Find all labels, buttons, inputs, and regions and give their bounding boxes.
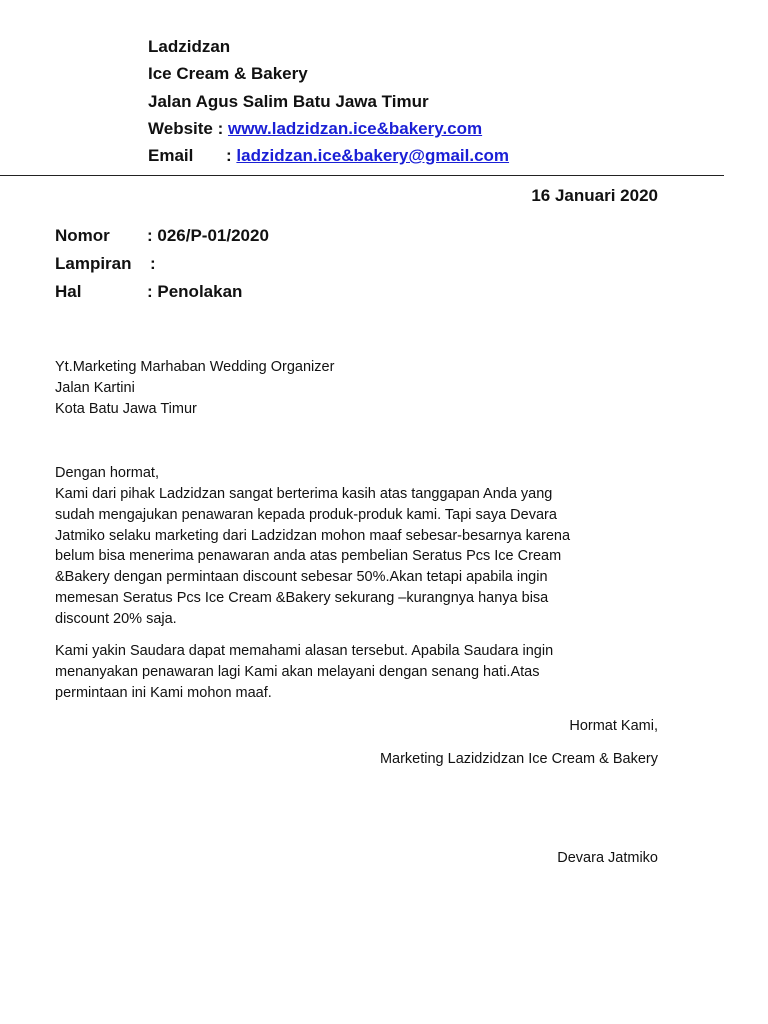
company-address: Jalan Agus Salim Batu Jawa Timur [148, 92, 429, 111]
paragraph-line: belum bisa menerima penawaran anda atas pembelian Seratus Pcs Ice Cream [55, 548, 562, 565]
paragraph-line: Kami yakin Saudara dapat memahami alasan tersebut. Apabila Saudara ingin [55, 643, 554, 659]
paragraph-line: sudah mengajukan penawaran kepada produk-produk kami. Tapi saya Devara [55, 506, 557, 523]
closing-salutation: Hormat Kami, [569, 718, 658, 734]
letter-date: 16 Januari 2020 [531, 186, 658, 205]
company-business: Ice Cream & Bakery [148, 64, 308, 83]
paragraph-line: Jatmiko selaku marketing dari Ladzidzan mohon maaf sebesar-besarnya karena [55, 527, 571, 544]
website-row [148, 119, 482, 139]
email-label: Email [148, 146, 194, 165]
lampiran-label: Lampiran [55, 254, 132, 273]
paragraph-2 [55, 641, 665, 703]
company-name: Ladzidzan [148, 37, 231, 56]
nomor-value: : 026/P-01/2020 [147, 226, 269, 245]
paragraph-line: menanyakan penawaran lagi Kami akan melayani dengan senang hati.Atas [55, 663, 540, 680]
paragraph-line: permintaan ini Kami mohon maaf. [55, 684, 272, 701]
paragraph-line: discount 20% saja. [55, 610, 177, 627]
email-link[interactable]: ladzidzan.ice&bakery@gmail.com [236, 146, 510, 165]
paragraph-line: &Bakery dengan permintaan discount sebesar 50%.Akan tetapi apabila ingin [55, 569, 548, 586]
paragraph-line: Kami dari pihak Ladzidzan sangat berterima kasih atas tanggapan Anda yang [55, 486, 553, 502]
website-label: Website : [148, 119, 228, 138]
email-separator: : [226, 146, 232, 165]
nomor-label: Nomor [55, 226, 110, 245]
greeting: Dengan hormat, [55, 465, 159, 481]
website-link[interactable]: www.ladzidzan.ice&bakery.com [227, 119, 483, 138]
paragraph-line: memesan Seratus Pcs Ice Cream &Bakery sekurang –kurangnya hanya bisa [55, 589, 549, 606]
recipient-street: Jalan Kartini [55, 379, 135, 396]
recipient-name: Yt.Marketing Marhaban Wedding Organizer [55, 359, 335, 375]
signatory-name: Devara Jatmiko [557, 850, 658, 866]
hal-value: : Penolakan [147, 282, 243, 301]
recipient-city: Kota Batu Jawa Timur [55, 400, 197, 417]
hal-label: Hal [55, 282, 82, 301]
email-row [148, 146, 509, 166]
lampiran-value: : [150, 254, 156, 273]
paragraph-1 [55, 484, 665, 630]
closing-title: Marketing Lazidzidzan Ice Cream & Bakery [379, 751, 658, 767]
recipient-block [55, 357, 334, 419]
header-divider [0, 175, 724, 176]
